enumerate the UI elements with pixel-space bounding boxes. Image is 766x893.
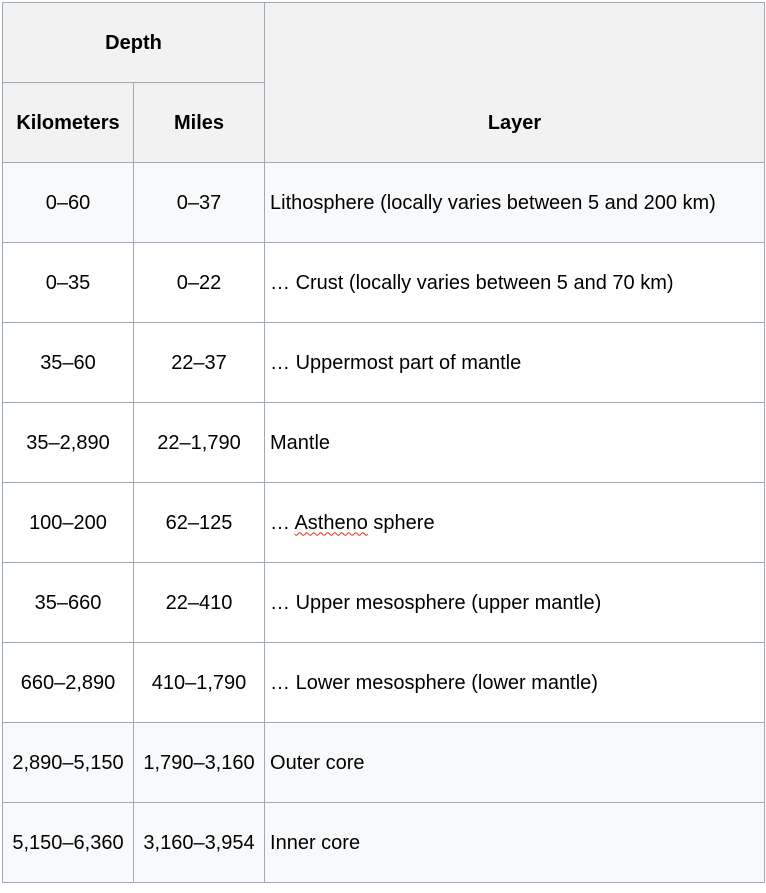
miles-cell: 410–1,790: [134, 643, 265, 723]
table-row: [3, 723, 765, 803]
kilometers-cell: 35–2,890: [3, 403, 134, 483]
kilometers-cell: 2,890–5,150: [3, 723, 134, 803]
kilometers-header: Kilometers: [3, 83, 134, 163]
layer-suffix: sphere: [367, 511, 435, 534]
layer-header: Layer: [265, 3, 765, 163]
layer-prefix: …: [270, 511, 295, 534]
miles-header: Miles: [134, 83, 265, 163]
miles-cell: 22–410: [134, 563, 265, 643]
miles-cell: 1,790–3,160: [134, 723, 265, 803]
layer-cell: [265, 483, 765, 563]
layer-cell: … Lower mesosphere (lower mantle): [265, 643, 765, 723]
table-row: [3, 483, 765, 563]
miles-cell: 22–37: [134, 323, 265, 403]
table-row: [3, 163, 765, 243]
header-row-top: [3, 3, 765, 83]
table-row: [3, 803, 765, 883]
layer-cell: … Upper mesosphere (upper mantle): [265, 563, 765, 643]
kilometers-cell: 100–200: [3, 483, 134, 563]
table-row: [3, 643, 765, 723]
kilometers-cell: 0–60: [3, 163, 134, 243]
depth-header: Depth: [3, 3, 265, 83]
miles-cell: 62–125: [134, 483, 265, 563]
table-row: [3, 563, 765, 643]
layer-cell: … Crust (locally varies between 5 and 70 km): [265, 243, 765, 323]
kilometers-cell: 660–2,890: [3, 643, 134, 723]
kilometers-cell: 35–660: [3, 563, 134, 643]
layer-cell: Mantle: [265, 403, 765, 483]
layer-cell: Outer core: [265, 723, 765, 803]
layer-cell: Lithosphere (locally varies between 5 and 200 km): [265, 163, 765, 243]
table-row: [3, 323, 765, 403]
table-row: [3, 403, 765, 483]
layer-cell: Inner core: [265, 803, 765, 883]
kilometers-cell: 35–60: [3, 323, 134, 403]
spellcheck-flagged-word[interactable]: Astheno: [294, 511, 368, 534]
miles-cell: 3,160–3,954: [134, 803, 265, 883]
layer-cell: … Uppermost part of mantle: [265, 323, 765, 403]
miles-cell: 22–1,790: [134, 403, 265, 483]
earth-layers-table: [2, 2, 765, 883]
kilometers-cell: 0–35: [3, 243, 134, 323]
kilometers-cell: 5,150–6,360: [3, 803, 134, 883]
miles-cell: 0–37: [134, 163, 265, 243]
miles-cell: 0–22: [134, 243, 265, 323]
table-row: [3, 243, 765, 323]
